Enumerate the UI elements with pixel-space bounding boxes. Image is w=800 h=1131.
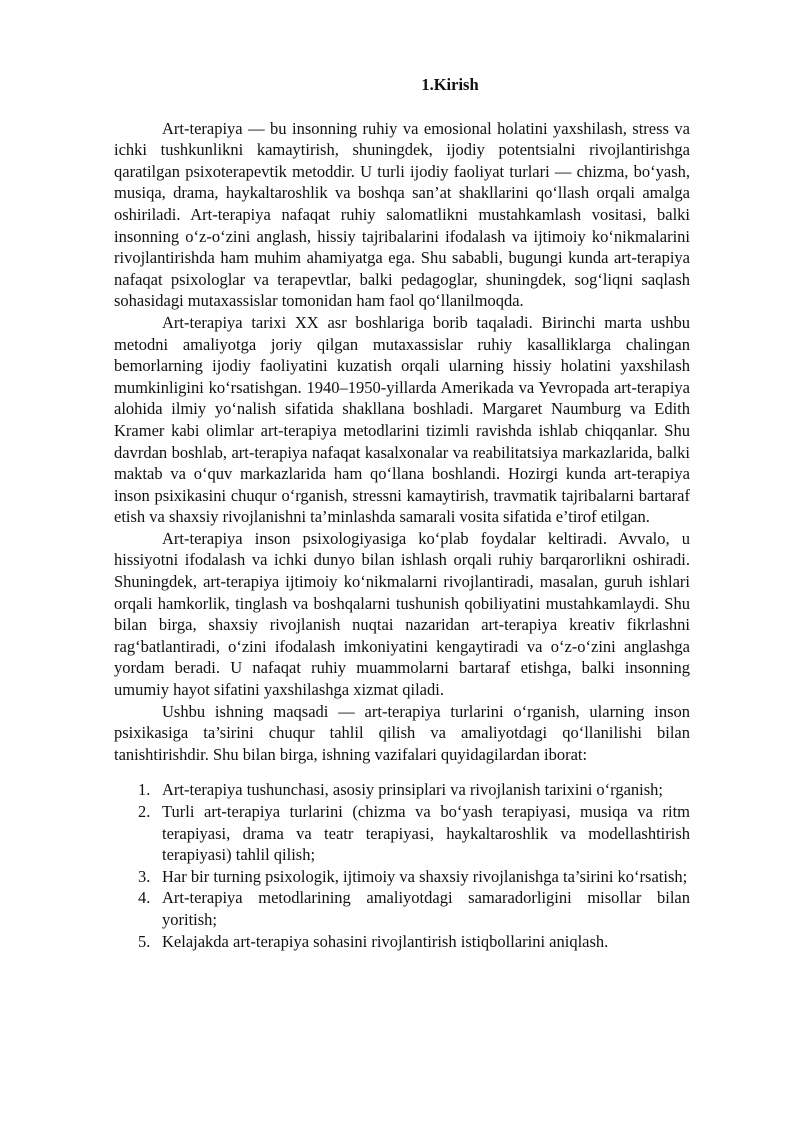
list-item	[138, 887, 690, 930]
list-item-text: Art-terapiya metodlarining amaliyotdagi samaradorligini misollar bilan yoritish;	[162, 888, 690, 929]
list-item	[138, 866, 690, 888]
list-item-text: Turli art-terapiya turlarini (chizma va bo‘yash terapiyasi, musiqa va ritm terapiyasi, drama va teatr terapiyasi, haykaltaroshlik va modellashtirish terapiyasi) tahlil qilish;	[162, 802, 690, 865]
paragraph-goal: Ushbu ishning maqsadi — art-terapiya turlarini o‘rganish, ularning inson psixikasiga ta’sirini chuqur tahlil qilish va amaliyotdagi qo‘llanilishi bilan tanishtirishdir. Shu bilan birga, ishning vazifalari quyidagilardan iborat:	[114, 701, 690, 764]
list-number: 4.	[138, 888, 151, 908]
list-item-text: Har bir turning psixologik, ijtimoiy va shaxsiy rivojlanishga ta’sirini ko‘rsatish;	[162, 866, 688, 886]
paragraph-benefits: Art-terapiya inson psixologiyasiga ko‘plab foydalar keltiradi. Avvalo, u hissiyotni ifodalash va ichki dunyo bilan ishlash orqali ruhiy barqarorlikni oshiradi. Shuningdek, art-terapiya ijtimoiy ko‘nikmalarni rivojlantiradi, masalan, guruh ishlari orqali hamkorlik, tinglash va boshqalarni tushunish qobiliyatini mustahkamlaydi. Shu bilan birga, shaxsiy rivojlanish nuqtai nazaridan art-terapiya kreativ fikrlashni rag‘batlantiradi, o‘zini ifodalash imkoniyatini kengaytiradi va o‘z-o‘zini anglashga yordam beradi. U nafaqat ruhiy muammolarni bartaraf etishga, balki insonning umumiy hayot sifatini yaxshilashga xizmat qiladi.	[114, 528, 690, 700]
list-item-text: Kelajakda art-terapiya sohasini rivojlantirish istiqbollarini aniqlash.	[162, 931, 609, 951]
paragraph-history: Art-terapiya tarixi XX asr boshlariga borib taqaladi. Birinchi marta ushbu metodni amaliyotga joriy qilgan mutaxassislar ruhiy kasalliklarga chalingan bemorlarning ijodiy faoliyatini kuzatish orqali ularning hissiy holatini yaxshilash mumkinligini ko‘rsatishgan. 1940–1950-yillarda Amerikada va Yevropada art-terapiya alohida ilmiy yo‘nalish sifatida shakllana boshladi. Margaret Naumburg va Edith Kramer kabi olimlar art-terapiya metodlarini tizimli ravishda ishlab chiqqanlar. Shu davrdan boshlab, art-terapiya nafaqat kasalxonalar va reabilitatsiya markazlarida, balki maktab va o‘quv markazlarida ham qo‘llana boshlandi. Hozirgi kunda art-terapiya inson psixikasini chuqur o‘rganish, stressni kamaytirish, travmatik tajribalarni bartaraf etish va shaxsiy rivojlanishni ta’minlashda samarali vosita sifatida e’tirof etilgan.	[114, 312, 690, 527]
task-list	[114, 779, 690, 952]
list-item	[138, 801, 690, 866]
list-item	[138, 931, 690, 953]
list-item-text: Art-terapiya tushunchasi, asosiy prinsiplari va rivojlanish tarixini o‘rganish;	[162, 780, 664, 800]
list-item	[138, 779, 690, 801]
section-heading: 1.Kirish	[421, 75, 479, 94]
document-page	[114, 74, 690, 952]
paragraph-definition: Art-terapiya — bu insonning ruhiy va emosional holatini yaxshilash, stress va ichki tushkunlikni kamaytirish, shuningdek, ijodiy potentsialni rivojlantirishga qaratilgan psixoterapevtik metoddir. U turli ijodiy faoliyat turlari — chizma, bo‘yash, musiqa, drama, haykaltaroshlik va boshqa san’at shakllarini qo‘llash orqali amalga oshiriladi. Art-terapiya nafaqat ruhiy salomatlikni mustahkamlash vositasi, balki insonning o‘z-o‘zini anglash, hissiy tajribalarini ifodalash va ijtimoiy ko‘nikmalarini rivojlantirishda ham muhim ahamiyatga ega. Shu sababli, bugungi kunda art-terapiya nafaqat psixologlar va terapevtlar, balki pedagoglar, shuningdek, sog‘liqni saqlash sohasidagi mutaxassislar tomonidan ham faol qo‘llanilmoqda.	[114, 118, 690, 311]
list-number: 1.	[138, 780, 151, 800]
list-number: 3.	[138, 866, 151, 886]
list-number: 2.	[138, 802, 151, 821]
list-number: 5.	[138, 931, 151, 951]
